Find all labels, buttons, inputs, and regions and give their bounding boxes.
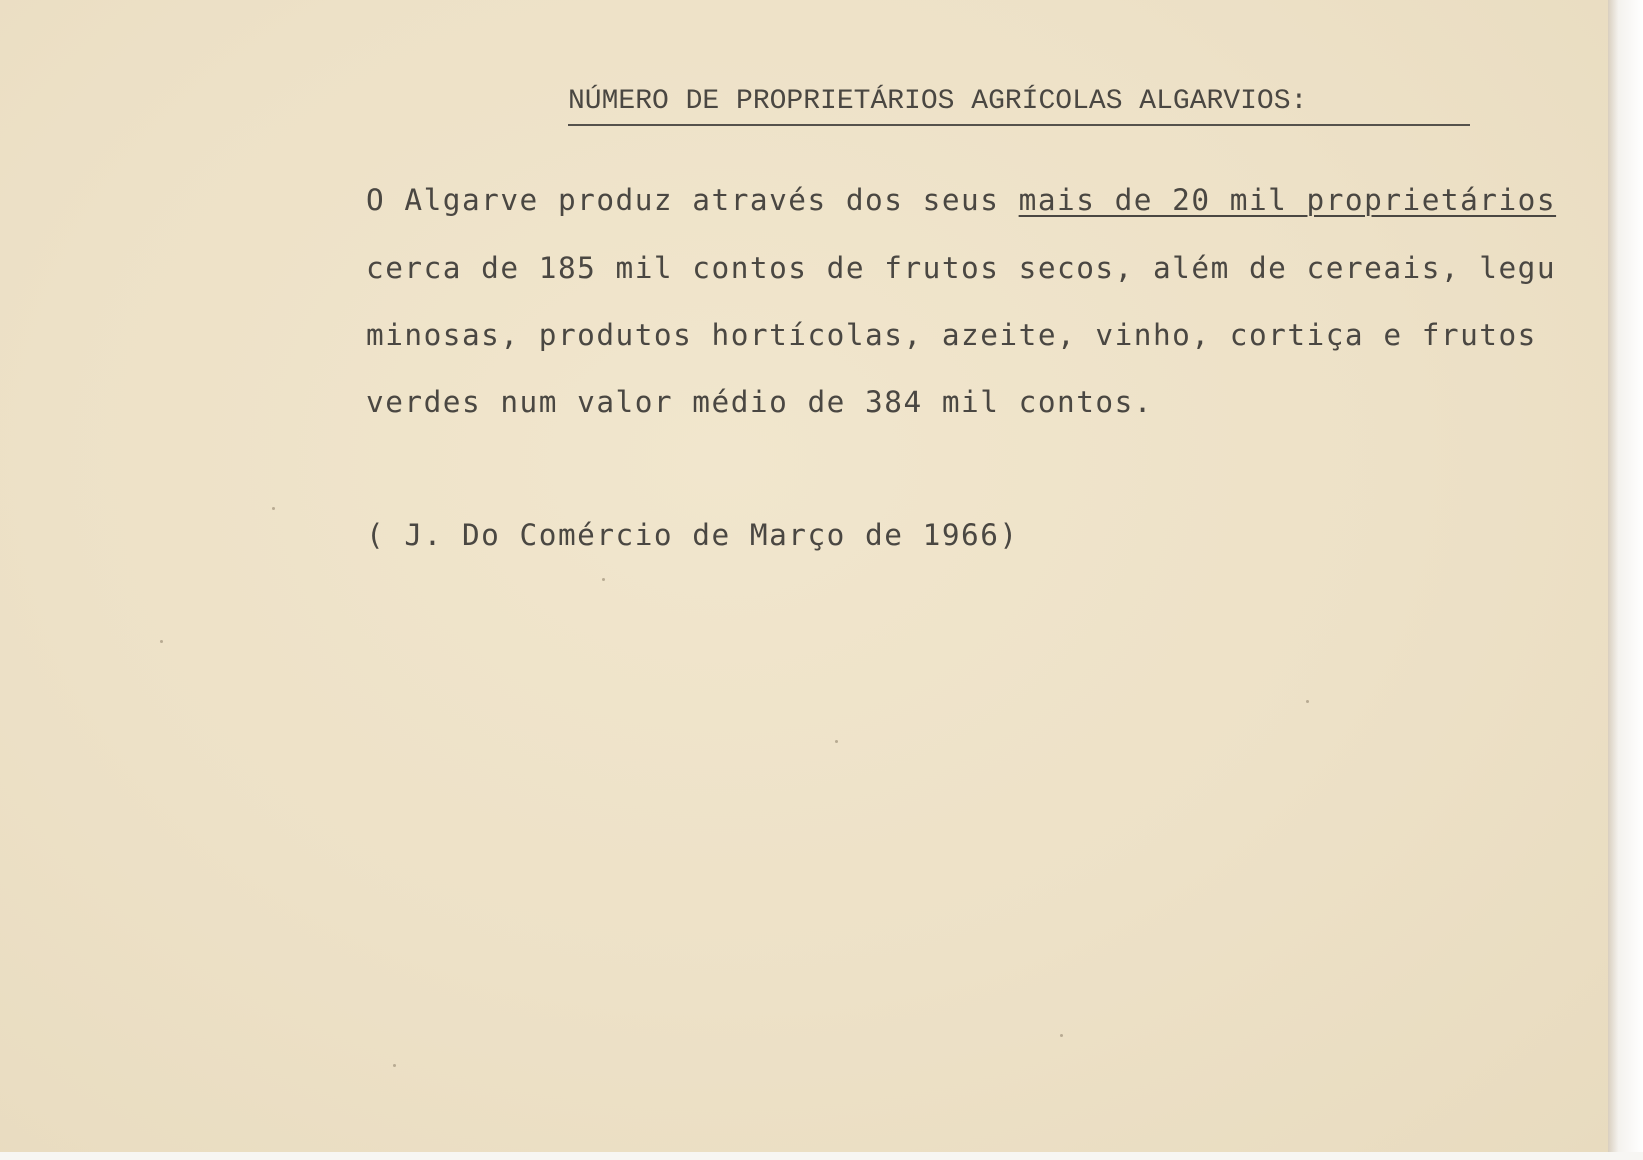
document-title: NÚMERO DE PROPRIETÁRIOS AGRÍCOLAS ALGARVIOS:: [568, 86, 1308, 117]
paper-speck: [602, 578, 605, 581]
body-line-4: verdes num valor médio de 384 mil contos.: [366, 385, 1153, 419]
underlined-phrase: mais de 20 mil proprietários: [1018, 183, 1557, 217]
title-underline: [568, 124, 1470, 126]
paper-speck: [835, 740, 838, 743]
body-line-2: cerca de 185 mil contos de frutos secos, além de cereais, legu: [366, 251, 1557, 285]
body-line-1-text: O Algarve produz através dos seus: [366, 183, 1019, 217]
body-line-1: [366, 183, 1556, 217]
paper-speck: [160, 640, 163, 643]
paper-speck: [272, 507, 275, 510]
source-citation: ( J. Do Comércio de Março de 1966): [366, 518, 1019, 552]
scan-right-margin: [1608, 0, 1643, 1160]
paper-speck: [1060, 1034, 1063, 1037]
scan-bottom-margin: [0, 1152, 1643, 1160]
paper-speck: [1306, 700, 1309, 703]
body-line-3: minosas, produtos hortícolas, azeite, vinho, cortiça e frutos: [366, 318, 1537, 352]
paper-speck: [393, 1064, 396, 1067]
